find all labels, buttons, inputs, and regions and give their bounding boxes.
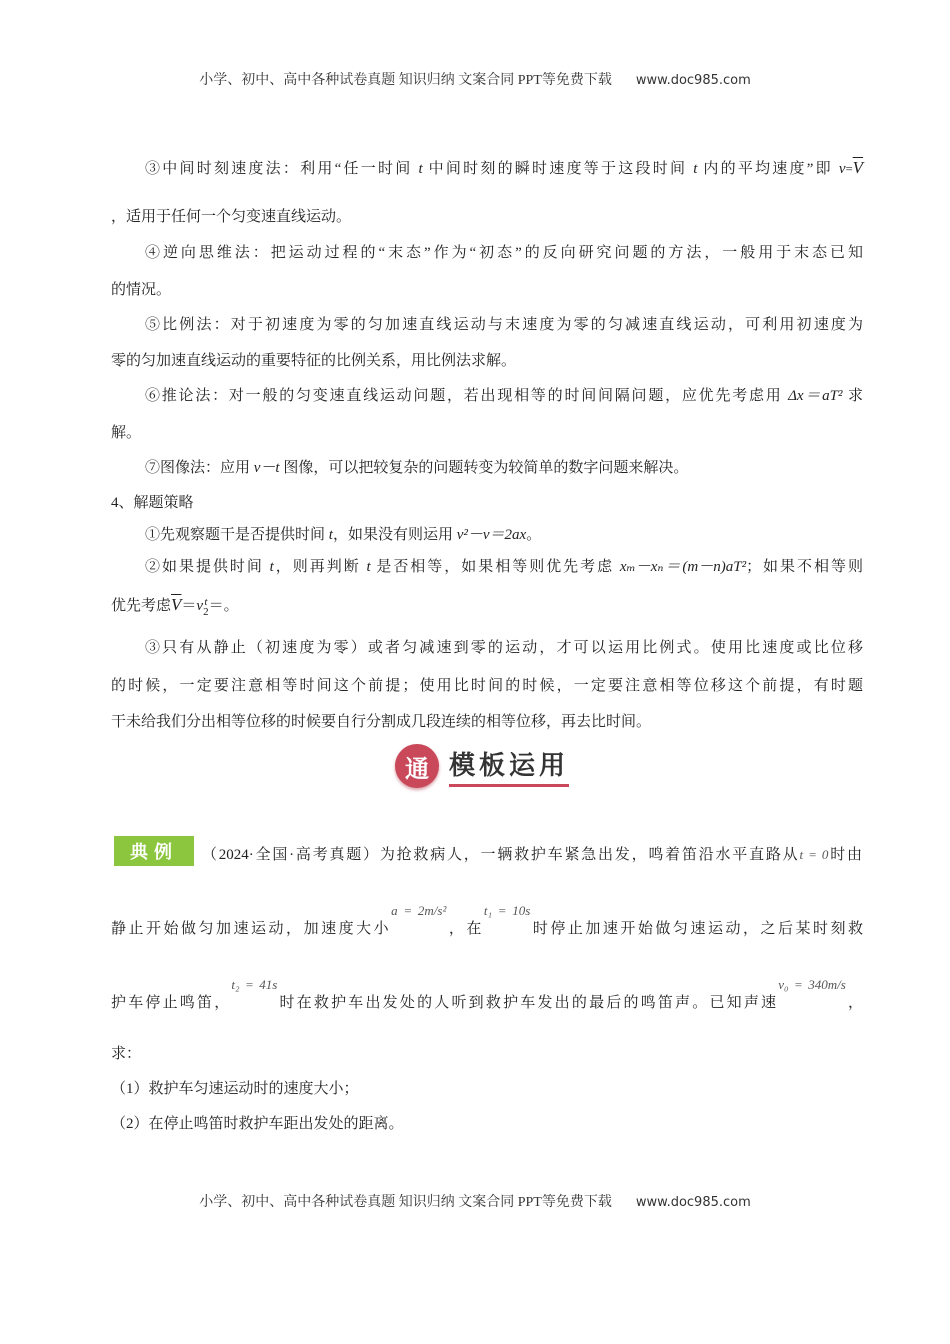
text-segment: ①先观察题干是否提供时间 — [145, 527, 326, 543]
text-segment: ③中间时刻速度法：利用“任一时间 — [145, 161, 413, 177]
strategy-2 — [145, 556, 863, 578]
text-segment: 是否相等，如果相等则优先考虑 — [376, 559, 615, 575]
method-5-cont: 零的匀加速直线运动的重要特征的比例关系，用比例法求解。 — [111, 353, 517, 369]
text-segment: ；如果不相等则 — [746, 559, 863, 575]
text-segment: = — [845, 162, 853, 176]
text-segment: 时在救护车出发处的人听到救护车发出的最后的鸣笛声。已知声速 — [277, 995, 779, 1011]
math-expression: t₂ = 41s — [231, 977, 278, 992]
text-segment: 时停止加速开始做匀速运动，之后某时刻救 — [530, 921, 863, 937]
text-segment — [838, 158, 864, 177]
math-expression: t — [366, 559, 371, 575]
strategy-1 — [145, 524, 863, 546]
math-expression: v — [196, 598, 204, 614]
math-expression: Δx＝aT² — [788, 388, 843, 404]
text-segment: $\overline{V}$ — [171, 595, 182, 614]
header-text: 小学、初中、高中各种试卷真题 知识归纳 文案合同 PPT等免费下载 — [199, 73, 612, 88]
text-segment: 静止开始做匀加速运动，加速度大小 — [111, 921, 392, 937]
text-segment: 求 — [847, 388, 863, 404]
method-4: ④逆向思维法：把运动过程的“末态”作为“初态”的反向研究问题的方法，一般用于末态已知 — [145, 245, 863, 261]
page-footer — [0, 1191, 950, 1211]
math-expression: t — [328, 527, 333, 543]
method-7 — [145, 457, 863, 479]
text-segment: $\overline{V}$ — [852, 158, 864, 177]
footer-text: 小学、初中、高中各种试卷真题 知识归纳 文案合同 PPT等免费下载 — [199, 1195, 612, 1210]
text-segment: （2024·全国·高考真题）为抢救病人，一辆救护车紧急出发，鸣着笛沿水平直路从 — [202, 847, 800, 863]
text-segment: ，则再判断 — [273, 559, 361, 575]
math-expression: t = 0 — [799, 847, 829, 862]
question-1: （1）救护车匀速运动时的速度大小； — [111, 1081, 359, 1097]
strategy-3-cont2: 干未给我们分出相等位移的时候要自行分割成几段连续的相等位移，再去比时间。 — [111, 714, 652, 730]
text-segment: ⑥推论法：对一般的匀变速直线运动问题，若出现相等的时间间隔问题，应优先考虑用 — [145, 388, 783, 404]
math-expression: v₀ = 340m/s — [778, 977, 846, 992]
text-segment: ，在 — [446, 921, 484, 937]
example-line-3 — [111, 977, 863, 1014]
example-line-2 — [111, 903, 863, 940]
example-line-1 — [202, 844, 862, 866]
text-segment: ⑦图像法：应用 — [145, 460, 251, 476]
text-segment: ，如果没有则运用 — [332, 527, 453, 543]
page-header — [0, 69, 950, 89]
text-segment: ， — [845, 995, 863, 1011]
text-segment: 内的平均速度”即 — [703, 161, 833, 177]
text-segment: 护车停止鸣笛， — [111, 995, 232, 1011]
text-segment: 中间时刻的瞬时速度等于这段时间 — [428, 161, 688, 177]
math-expression: xₘ－xₙ＝(m－n)aT² — [619, 559, 747, 575]
seal-icon: 通 — [395, 744, 439, 788]
example-badge: 典例 — [114, 836, 194, 866]
text-segment: ＝ — [181, 598, 197, 614]
text-segment: 优先考虑 — [111, 598, 172, 614]
section-title: 模板运用 — [449, 745, 569, 787]
header-url[interactable]: www.doc985.com — [635, 73, 751, 88]
method-3 — [145, 157, 863, 179]
text-segment: 2 — [203, 605, 209, 618]
strategy-2-cont — [111, 594, 863, 616]
strategy-title: 4、解题策略 — [111, 495, 194, 511]
math-expression: v²－v＝2ax — [456, 527, 527, 543]
text-segment: 时由 — [828, 847, 862, 863]
math-expression: t₁ = 10s — [483, 903, 531, 918]
method-6-cont: 解。 — [111, 425, 142, 441]
text-segment: 图像，可以把较复杂的问题转变为较简单的数字问题来解决。 — [283, 460, 689, 476]
strategy-3-cont1: 的时候，一定要注意相等时间这个前提；使用比时间的时候，一定要注意相等位移这个前提，有时题 — [111, 678, 863, 694]
text-segment: ＝。 — [208, 598, 239, 614]
method-3-cont: ，适用于任何一个匀变速直线运动。 — [111, 209, 352, 225]
footer-url[interactable]: www.doc985.com — [635, 1195, 751, 1210]
question-2: （2）在停止鸣笛时救护车距出发处的距离。 — [111, 1116, 404, 1132]
text-segment: 。 — [526, 527, 542, 543]
math-expression: v－t — [253, 460, 280, 476]
math-expression: v — [838, 161, 846, 177]
math-expression: t — [204, 595, 208, 608]
example-ask: 求： — [111, 1046, 142, 1062]
math-expression: a = 2m/s² — [391, 903, 447, 918]
text-segment: ②如果提供时间 — [145, 559, 264, 575]
strategy-3: ③只有从静止（初速度为零）或者匀减速到零的运动，才可以运用比例式。使用比速度或比位移 — [145, 640, 863, 656]
method-4-cont: 的情况。 — [111, 282, 172, 298]
math-expression: t — [269, 559, 274, 575]
method-5: ⑤比例法：对于初速度为零的匀加速直线运动与末速度为零的匀减速直线运动，可利用初速度为 — [145, 317, 863, 333]
math-expression: t — [693, 161, 698, 177]
section-logo — [395, 744, 569, 788]
method-6 — [145, 385, 863, 407]
math-expression: t — [418, 161, 423, 177]
